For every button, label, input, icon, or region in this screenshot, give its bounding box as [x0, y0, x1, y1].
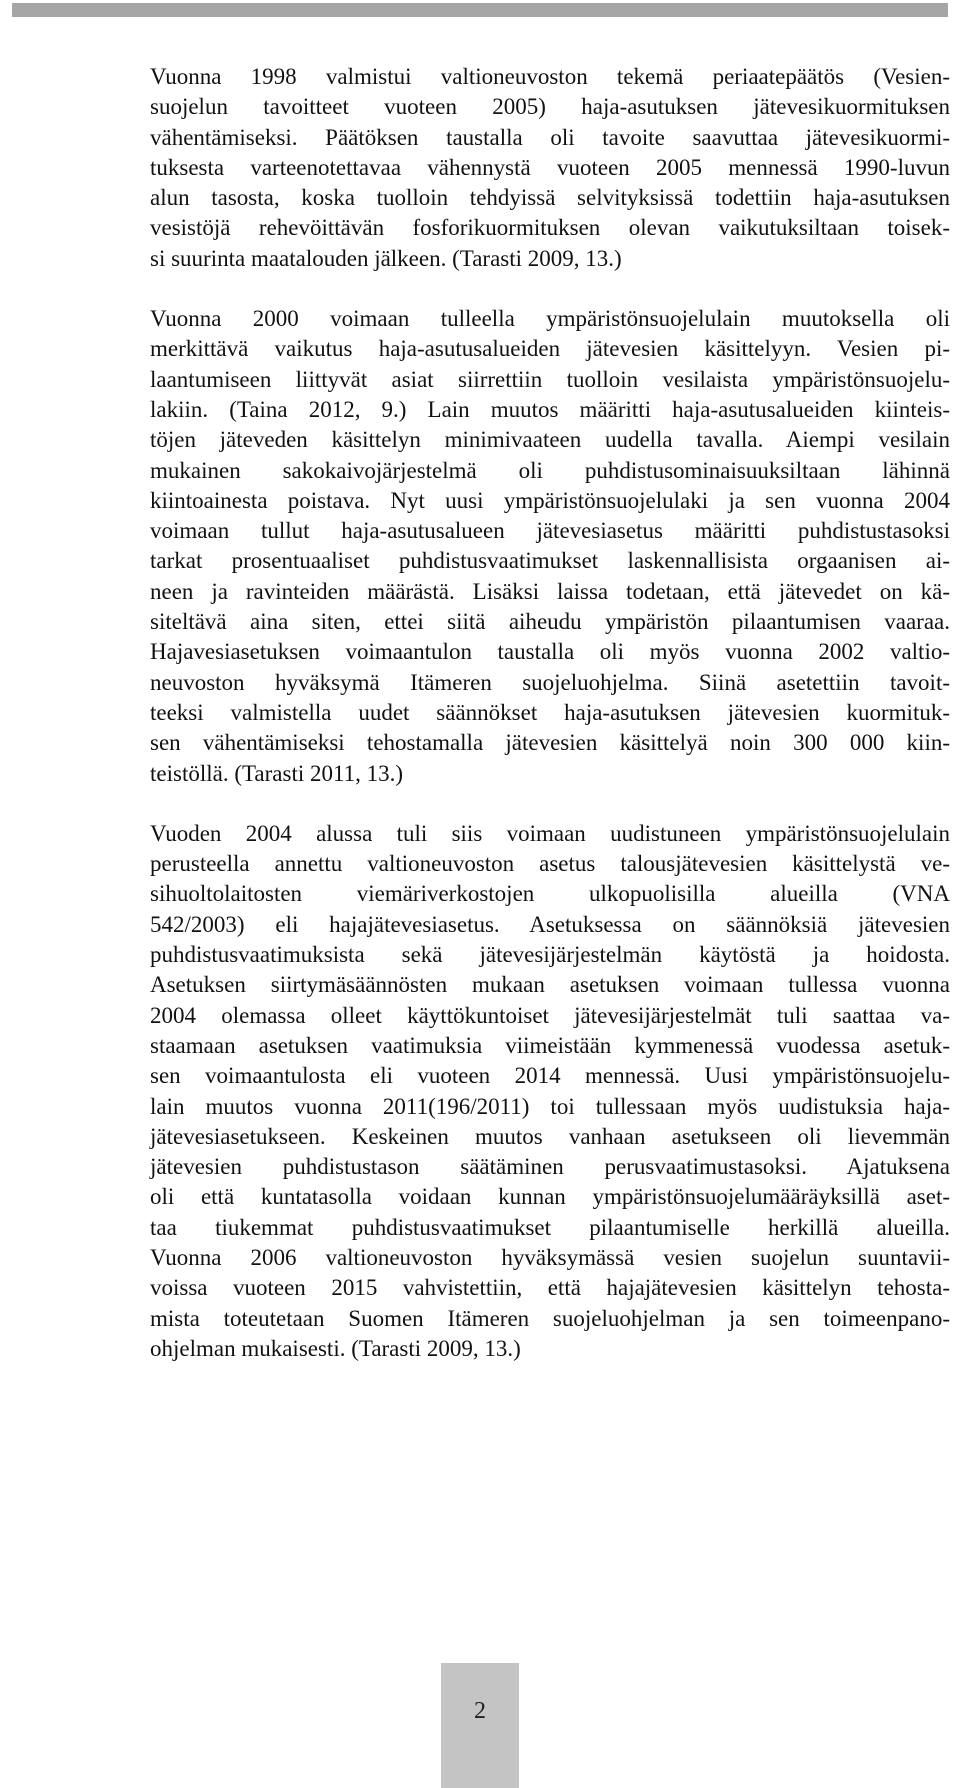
text-line: teeksi valmistella uudet säännökset haja-asutuksen jätevesien kuormituk- — [150, 699, 950, 725]
text-line: neen ja ravinteiden määrästä. Lisäksi laissa todetaan, että jätevedet on kä- — [150, 578, 950, 604]
page-number: 2 — [441, 1663, 519, 1788]
text-line: Hajavesiasetuksen voimaantulon taustalla oli myös vuonna 2002 valtio- — [150, 639, 950, 665]
text-line: Vuonna 1998 valmistui valtioneuvoston tekemä periaatepäätös (Vesien- — [150, 64, 950, 89]
text-line: Vuoden 2004 alussa tuli siis voimaan uudistuneen ympäristönsuojelulain — [150, 820, 950, 846]
text-line: mista toteutetaan Suomen Itämeren suojeluohjelman ja sen toimeenpano- — [150, 1305, 950, 1331]
text-line: teistöllä. (Tarasti 2011, 13.) — [150, 760, 404, 786]
text-line: tarkat prosentuaaliset puhdistusvaatimukset laskennallisista orgaanisen ai- — [150, 548, 950, 574]
top-border-bar — [12, 3, 948, 17]
text-line: puhdistusvaatimuksista sekä jätevesijärjestelmän käytöstä ja hoidosta. — [150, 942, 950, 968]
text-line: staamaan asetuksen vaatimuksia viimeistään kymmenessä vuodessa asetuk- — [150, 1032, 950, 1058]
text-line: lain muutos vuonna 2011(196/2011) toi tullessaan myös uudistuksia haja- — [150, 1093, 950, 1119]
text-line: vesistöjä rehevöittävän fosforikuormituksen olevan vaikutuksiltaan toisek- — [150, 215, 950, 241]
document-body — [150, 62, 950, 1394]
text-line: Vuonna 2000 voimaan tulleella ympäristönsuojelulain muutoksella oli — [150, 306, 950, 332]
text-line: sen vähentämiseksi tehostamalla jätevesien käsittelyä noin 300 000 kiin- — [150, 730, 950, 756]
text-line: laantumiseen liittyvät asiat siirrettiin tuolloin vesilaista ympäristönsuojelu- — [150, 366, 950, 392]
text-line: ohjelman mukaisesti. (Tarasti 2009, 13.) — [150, 1335, 521, 1361]
text-line: voissa vuoteen 2015 vahvistettiin, että hajajätevesien käsittelyn tehosta- — [150, 1275, 950, 1301]
paragraph-1 — [150, 62, 950, 274]
text-line: alun tasosta, koska tuolloin tehdyissä selvityksissä todettiin haja-asutuksen — [150, 185, 950, 211]
text-line: töjen jäteveden käsittelyn minimivaateen uudella tavalla. Aiempi vesilain — [150, 427, 950, 453]
text-line: merkittävä vaikutus haja-asutusalueiden jätevesien käsittelyyn. Vesien pi- — [150, 336, 950, 362]
text-line: taa tiukemmat puhdistusvaatimukset pilaantumiselle herkillä alueilla. — [150, 1214, 950, 1240]
text-line: sihuoltolaitosten viemäriverkostojen ulkopuolisilla alueilla (VNA — [150, 881, 950, 907]
text-line: Asetuksen siirtymäsäännösten mukaan asetuksen voimaan tullessa vuonna — [150, 972, 950, 998]
text-line: jätevesien puhdistustason säätäminen perusvaatimustasoksi. Ajatuksena — [150, 1154, 950, 1180]
text-line: kiintoainesta poistava. Nyt uusi ympäristönsuojelulaki ja sen vuonna 2004 — [150, 487, 950, 513]
paragraph-3 — [150, 819, 950, 1364]
paragraph-2 — [150, 304, 950, 789]
text-line: mukainen sakokaivojärjestelmä oli puhdistusominaisuuksiltaan lähinnä — [150, 457, 950, 483]
text-line: siteltävä aina siten, ettei siitä aiheudu ympäristön pilaantumisen vaaraa. — [150, 609, 950, 635]
text-line: jätevesiasetukseen. Keskeinen muutos vanhaan asetukseen oli lievemmän — [150, 1123, 950, 1149]
text-line: lakiin. (Taina 2012, 9.) Lain muutos määritti haja-asutusalueiden kiinteis- — [150, 396, 950, 422]
text-line: perusteella annettu valtioneuvoston asetus talousjätevesien käsittelystä ve- — [150, 851, 950, 877]
text-line: sen voimaantulosta eli vuoteen 2014 mennessä. Uusi ympäristönsuojelu- — [150, 1063, 950, 1089]
text-line: vähentämiseksi. Päätöksen taustalla oli tavoite saavuttaa jätevesikuormi- — [150, 124, 950, 150]
text-line: voimaan tullut haja-asutusalueen jätevesiasetus määritti puhdistustasoksi — [150, 518, 950, 544]
text-line: Vuonna 2006 valtioneuvoston hyväksymässä vesien suojelun suuntavii- — [150, 1244, 950, 1270]
text-line: tuksesta varteenotettavaa vähennystä vuoteen 2005 mennessä 1990-luvun — [150, 154, 950, 180]
text-line: suojelun tavoitteet vuoteen 2005) haja-asutuksen jätevesikuormituksen — [150, 94, 950, 120]
text-line: 542/2003) eli hajajätevesiasetus. Asetuksessa on säännöksiä jätevesien — [150, 911, 950, 937]
text-line: 2004 olemassa olleet käyttökuntoiset jätevesijärjestelmät tuli saattaa va- — [150, 1002, 950, 1028]
text-line: oli että kuntatasolla voidaan kunnan ympäristönsuojelumääräyksillä aset- — [150, 1184, 950, 1210]
text-line: si suurinta maatalouden jälkeen. (Tarasti 2009, 13.) — [150, 245, 622, 271]
text-line: neuvoston hyväksymä Itämeren suojeluohjelma. Siinä asetettiin tavoit- — [150, 669, 950, 695]
